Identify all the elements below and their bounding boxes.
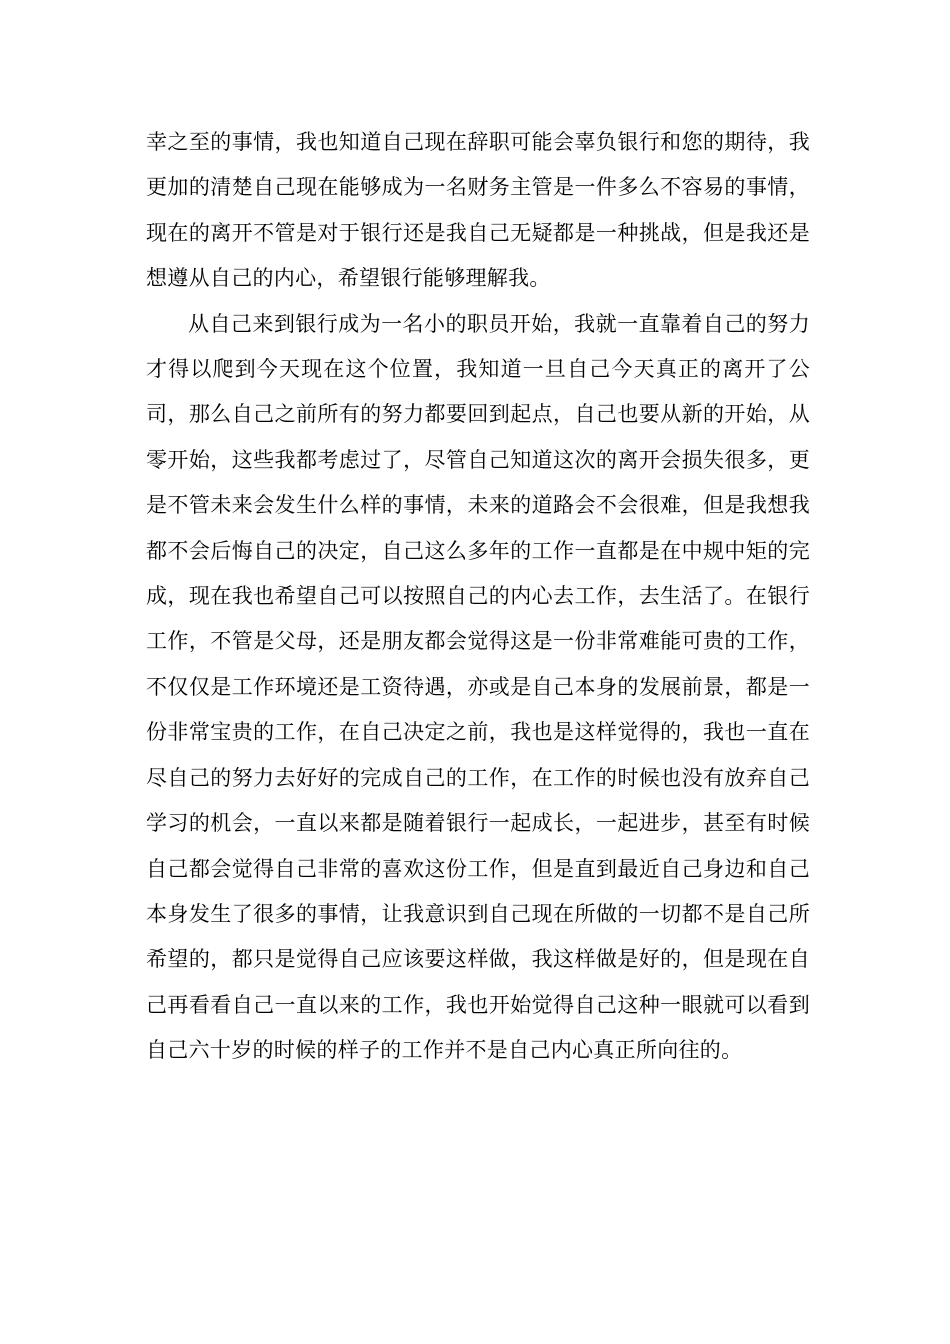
paragraph-1: 幸之至的事情，我也知道自己现在辞职可能会辜负银行和您的期待，我更加的清楚自己现在能够成为一名财务主管是一件多么不容易的事情，现在的离开不管是对于银行还是我自己无疑都是一种挑战，但是我还是想遵从自己的内心，希望银行能够理解我。 — [146, 130, 810, 291]
body-text — [146, 120, 810, 1074]
paragraph-2: 从自己来到银行成为一名小的职员开始，我就一直靠着自己的努力才得以爬到今天现在这个位置，我知道一旦自己今天真正的离开了公司，那么自己之前所有的努力都要回到起点，自己也要从新的开始，从零开始，这些我都考虑过了，尽管自己知道这次的离开会损失很多，更是不管未来会发生什么样的事情，未来的道路会不会很难，但是我想我都不会后悔自己的决定，自己这么多年的工作一直都是在中规中矩的完成，现在我也希望自己可以按照自己的内心去工作，去生活了。在银行工作，不管是父母，还是朋友都会觉得这是一份非常难能可贵的工作，不仅仅是工作环境还是工资待遇，亦或是自己本身的发展前景，都是一份非常宝贵的工作，在自己决定之前，我也是这样觉得的，我也一直在尽自己的努力去好好的完成自己的工作，在工作的时候也没有放弃自己学习的机会，一直以来都是随着银行一起成长，一起进步，甚至有时候自己都会觉得自己非常的喜欢这份工作，但是直到最近自己身边和自己本身发生了很多的事情，让我意识到自己现在所做的一切都不是自己所希望的，都只是觉得自己应该要这样做，我这样做是好的，但是现在自己再看看自己一直以来的工作，我也开始觉得自己这种一眼就可以看到自己六十岁的时候的样子的工作并不是自己内心真正所向往的。 — [146, 311, 810, 1063]
